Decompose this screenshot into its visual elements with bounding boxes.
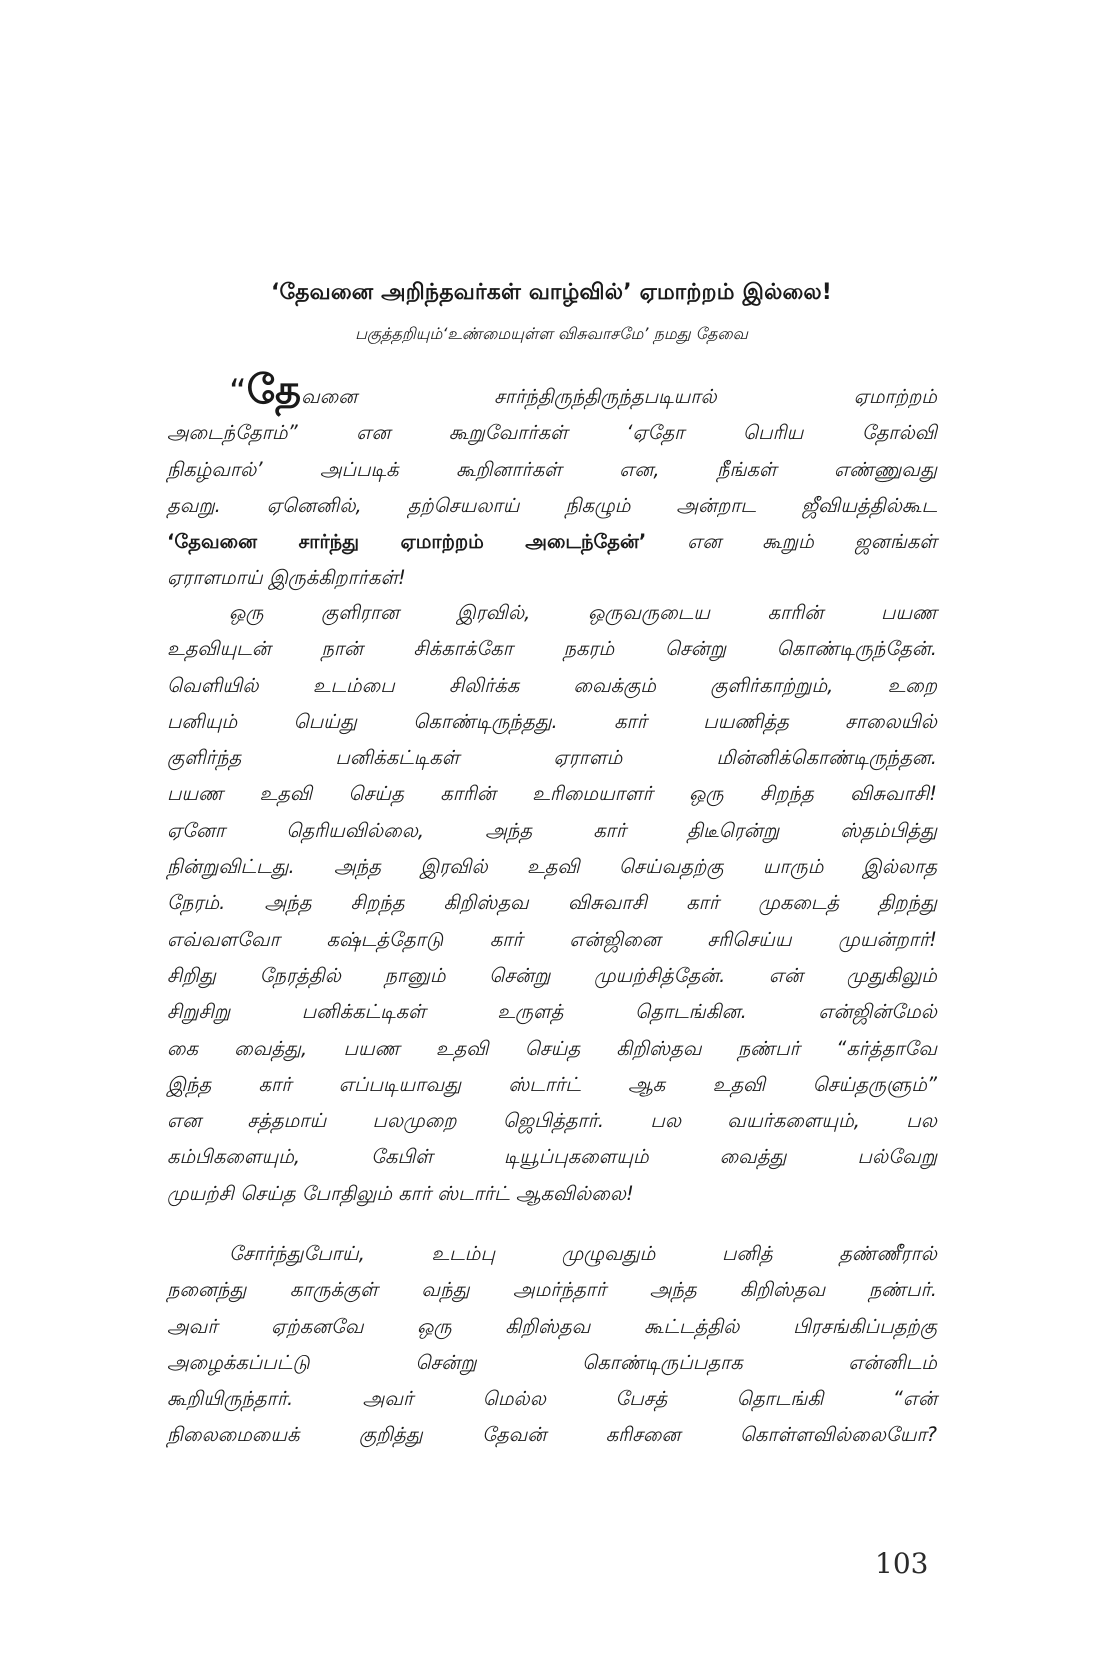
text-line: நிலைமையைக் குறித்து தேவன் கரிசனை கொள்ளவில்லையோ? xyxy=(167,1423,937,1447)
text-line: கை வைத்து, பயண உதவி செய்த கிறிஸ்தவ நண்பர் “கர்த்தாவே xyxy=(167,1036,937,1060)
text-line: வனை சார்ந்திருந்திருந்தபடியால் ஏமாற்றம் xyxy=(301,385,937,408)
text-line: சோர்ந்துபோய், உடம்பு முழுவதும் பனித் தண்ணீரால் xyxy=(229,1242,937,1265)
text-line: அவர் ஏற்கனவே ஒரு கிறிஸ்தவ கூட்டத்தில் பிரசங்கிப்பதற்கு xyxy=(167,1314,937,1338)
paragraph-3 xyxy=(167,1236,937,1454)
bold-quote: ‘தேவனை சார்ந்து ஏமாற்றம் அடைந்தேன்’ xyxy=(167,530,647,554)
text-line: நனைந்து காருக்குள் வந்து அமர்ந்தார் அந்த கிறிஸ்தவ நண்பர். xyxy=(167,1278,937,1302)
text-line: பனியும் பெய்து கொண்டிருந்தது. கார் பயணித்த சாலையில் xyxy=(167,709,937,733)
paragraph-1 xyxy=(167,367,937,597)
text-line: வெளியில் உடம்பை சிலிர்க்க வைக்கும் குளிர்காற்றும், உறை xyxy=(167,673,937,697)
text-line: குளிர்ந்த பனிக்கட்டிகள் ஏராளம் மின்னிக்கொண்டிருந்தன. xyxy=(167,746,937,770)
text-line: ஒரு குளிரான இரவில், ஒருவருடைய காரின் பயண xyxy=(229,601,937,624)
paragraph-1-first-line xyxy=(167,367,937,415)
text-line: பயண உதவி செய்த காரின் உரிமையாளர் ஒரு சிறந்த விசுவாசி! xyxy=(167,782,937,806)
page-number: 103 xyxy=(875,1547,929,1580)
text-line: தவறு. ஏனெனில், தற்செயலாய் நிகழும் அன்றாட ஜீவியத்தில்கூட xyxy=(167,493,937,517)
text-line: சிறிது நேரத்தில் நானும் சென்று முயற்சித்தேன். என் முதுகிலும் xyxy=(167,963,937,987)
chapter-subtitle: பகுத்தறியும்‘உண்மையுள்ள விசுவாசமே’ நமது தேவை xyxy=(355,324,748,343)
text-line: எவ்வளவோ கஷ்டத்தோடு கார் என்ஜினை சரிசெய்ய முயன்றார்! xyxy=(167,927,937,951)
text-line: சிறுசிறு பனிக்கட்டிகள் உருளத் தொடங்கின. என்ஜின்மேல் xyxy=(167,1000,937,1024)
paragraph-2 xyxy=(167,595,937,1212)
text-line: அடைந்தோம்” என கூறுவோர்கள் ‘ஏதோ பெரிய தோல்வி xyxy=(167,421,937,445)
opening-quote: “ xyxy=(229,372,247,412)
text-line-last: முயற்சி செய்த போதிலும் கார் ஸ்டார்ட் ஆகவில்லை! xyxy=(167,1181,634,1205)
text-line: நின்றுவிட்டது. அந்த இரவில் உதவி செய்வதற்கு யாரும் இல்லாத xyxy=(167,855,937,879)
text-line: நிகழ்வால்’ அப்படிக் கூறினார்கள் என, நீங்கள் எண்ணுவது xyxy=(167,457,937,481)
text-line: இந்த கார் எப்படியாவது ஸ்டார்ட் ஆக உதவி செய்தருளும்” xyxy=(167,1072,937,1096)
text-line: என சத்தமாய் பலமுறை ஜெபித்தார். பல வயர்களையும், பல xyxy=(167,1109,937,1133)
text-fragment: என கூறும் ஜனங்கள் xyxy=(687,530,937,554)
text-line: கூறியிருந்தார். அவர் மெல்ல பேசத் தொடங்கி “என் xyxy=(167,1387,937,1411)
text-line: கம்பிகளையும், கேபிள் டியூப்புகளையும் வைத்து பல்வேறு xyxy=(167,1145,937,1169)
text-line-last: ஏராளமாய் இருக்கிறார்கள்! xyxy=(167,566,406,590)
drop-cap: தே xyxy=(246,367,302,413)
text-line: உதவியுடன் நான் சிக்காக்கோ நகரம் சென்று கொண்டிருந்தேன். xyxy=(167,637,937,661)
chapter-title: ‘தேவனை அறிந்தவர்கள் வாழ்வில்’ ஏமாற்றம் இல்லை! xyxy=(270,280,833,305)
text-line: நேரம். அந்த சிறந்த கிறிஸ்தவ விசுவாசி கார் முகடைத் திறந்து xyxy=(167,891,937,915)
text-line: அழைக்கப்பட்டு சென்று கொண்டிருப்பதாக என்னிடம் xyxy=(167,1350,937,1374)
text-line: ஏனோ தெரியவில்லை, அந்த கார் திடீரென்று ஸ்தம்பித்து xyxy=(167,818,937,842)
text-line-with-bold xyxy=(167,524,937,560)
